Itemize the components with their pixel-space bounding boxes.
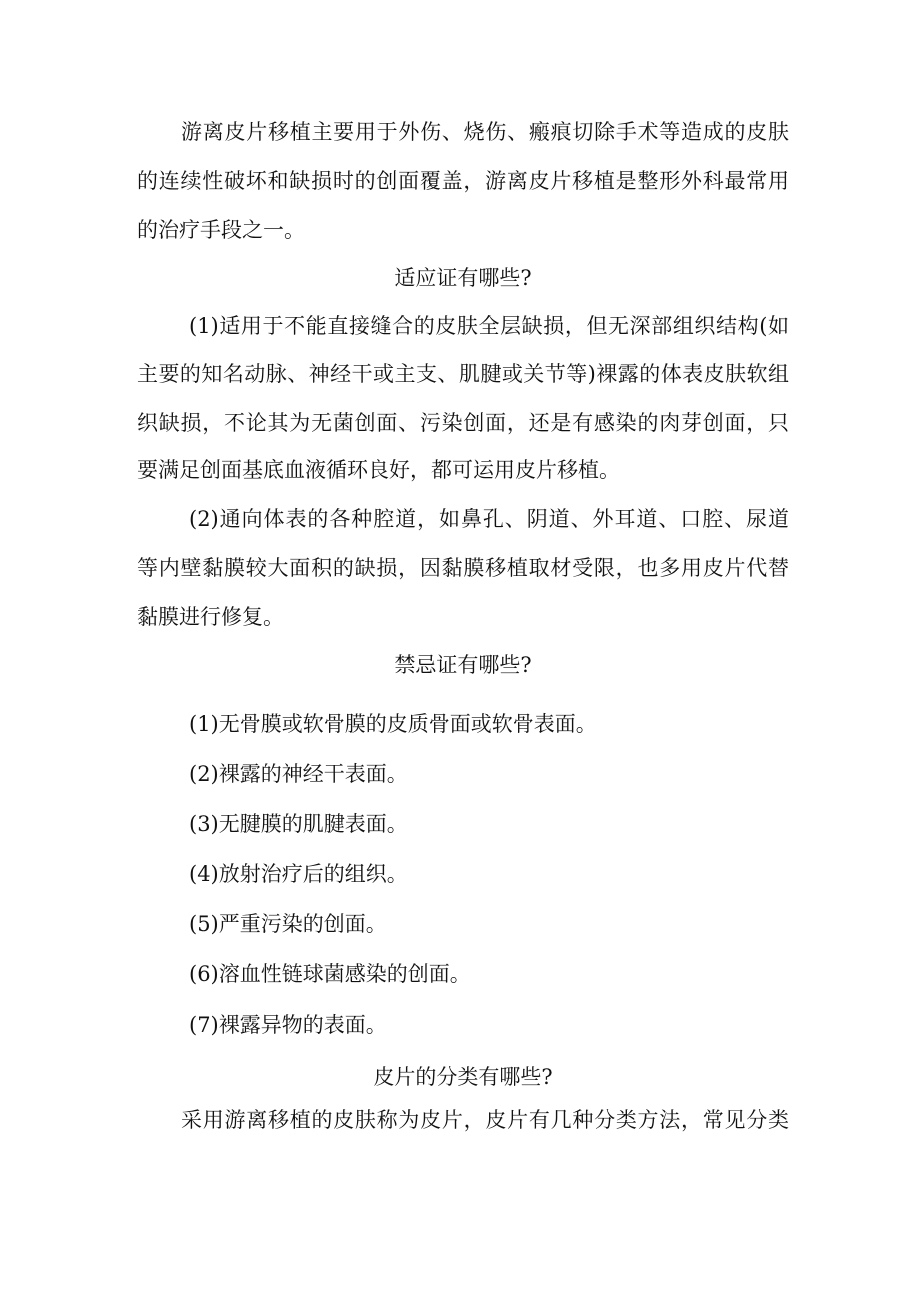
contraindications-heading: 禁忌证有哪些? — [394, 653, 532, 677]
contraindication-item-5: (5)严重污染的创面。 — [189, 912, 387, 936]
contraindication-item-7: (7)裸露异物的表面。 — [189, 1013, 387, 1037]
intro-line-1: 游离皮片移植主要用于外伤、烧伤、瘢痕切除手术等造成的皮肤 — [181, 120, 789, 144]
indication-1-line-3: 织缺损，不论其为无菌创面、污染创面，还是有感染的肉芽创面，只 — [137, 411, 789, 435]
contraindication-item-6: (6)溶血性链球菌感染的创面。 — [189, 962, 471, 986]
indication-2-line-1: (2)通向体表的各种腔道，如鼻孔、阴道、外耳道、口腔、尿道 — [189, 507, 789, 531]
indication-2-line-2: 等内壁黏膜较大面积的缺损，因黏膜移植取材受限，也多用皮片代替 — [137, 556, 789, 580]
contraindication-item-4: (4)放射治疗后的组织。 — [189, 862, 408, 886]
contraindication-item-3: (3)无腱膜的肌腱表面。 — [189, 812, 408, 836]
contraindication-item-2: (2)裸露的神经干表面。 — [189, 762, 408, 786]
classification-heading: 皮片的分类有哪些? — [373, 1065, 553, 1089]
classification-line-1: 采用游离移植的皮肤称为皮片，皮片有几种分类方法，常见分类 — [181, 1108, 789, 1132]
intro-line-2: 的连续性破坏和缺损时的创面覆盖，游离皮片移植是整形外科最常用 — [137, 169, 789, 193]
indication-1-line-4: 要满足创面基底血液循环良好，都可运用皮片移植。 — [137, 458, 620, 482]
indication-1-line-1: (1)适用于不能直接缝合的皮肤全层缺损，但无深部组织结构(如 — [189, 314, 789, 338]
indications-heading: 适应证有哪些? — [394, 266, 532, 290]
indication-1-line-2: 主要的知名动脉、神经干或主支、肌腱或关节等)裸露的体表皮肤软组 — [137, 362, 789, 386]
contraindication-item-1: (1)无骨膜或软骨膜的皮质骨面或软骨表面。 — [189, 712, 597, 736]
indication-2-line-3: 黏膜进行修复。 — [137, 605, 284, 629]
intro-line-3: 的治疗手段之一。 — [137, 218, 305, 242]
